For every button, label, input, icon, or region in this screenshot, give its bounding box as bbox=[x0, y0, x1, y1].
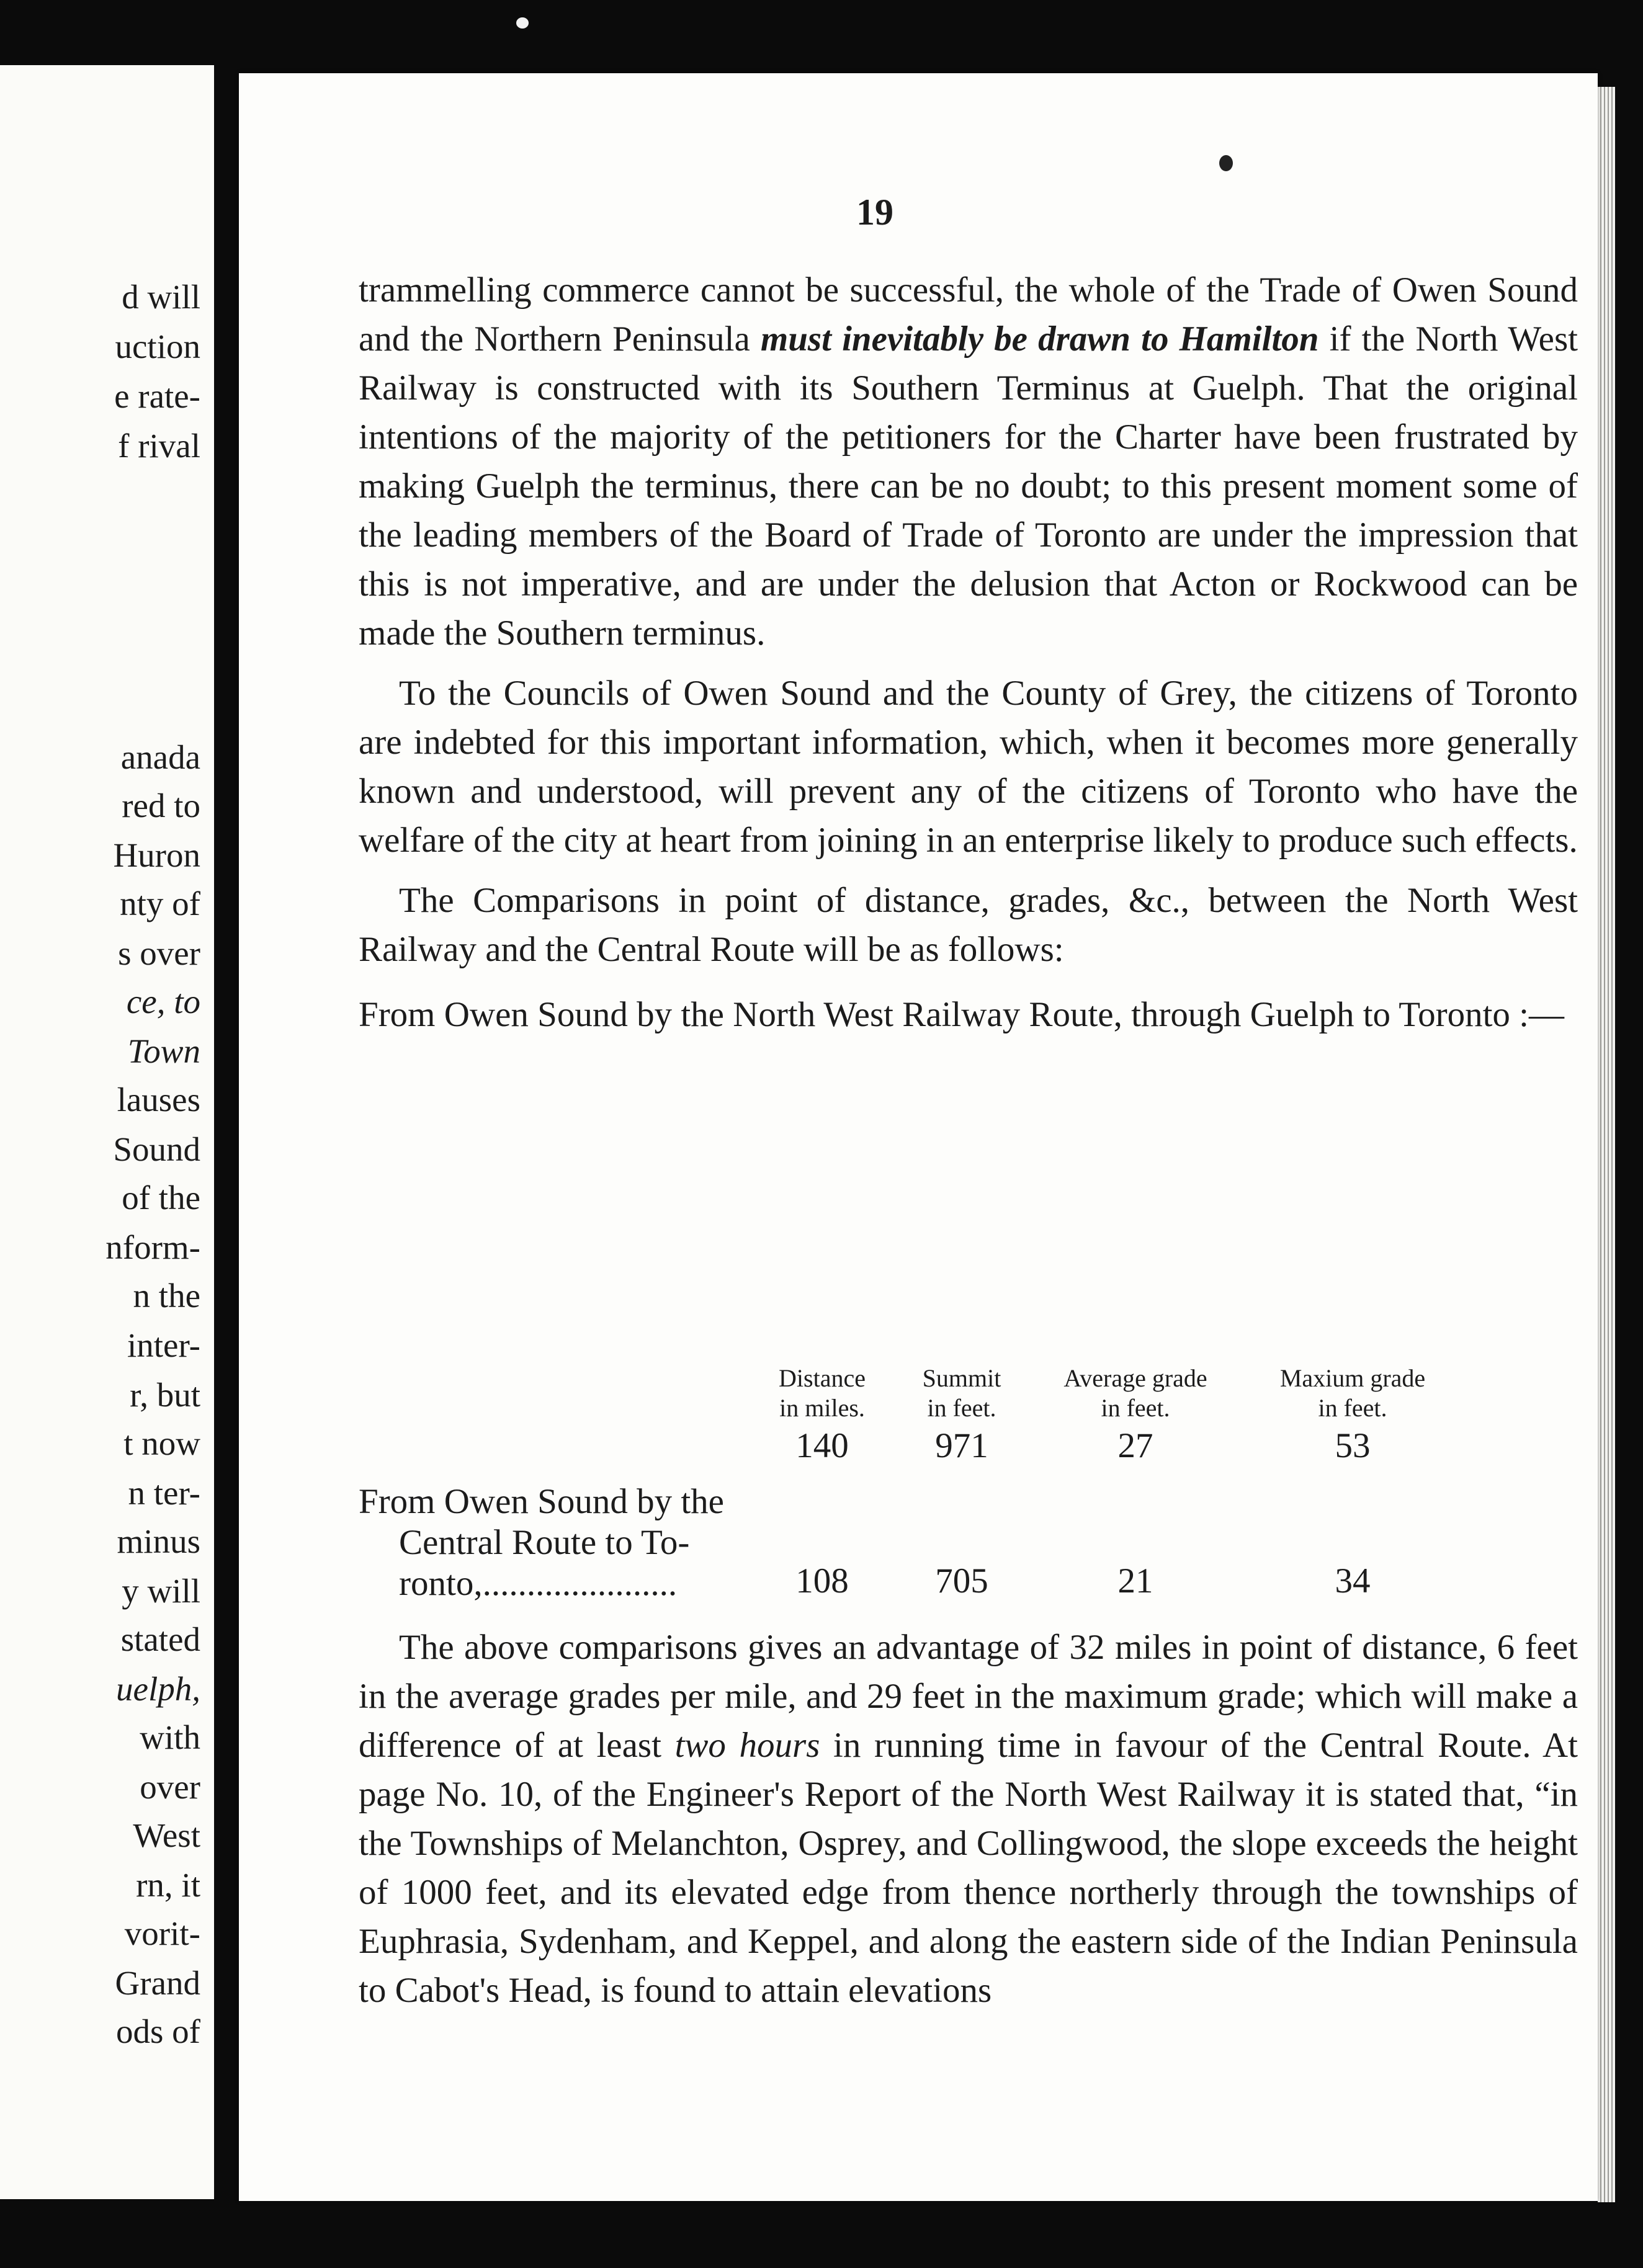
left-fragment-line: inter- bbox=[127, 1326, 200, 1364]
row1-distance: 140 bbox=[795, 1426, 849, 1465]
left-fragment-line: n the bbox=[133, 1277, 200, 1315]
left-fragment-line: Town bbox=[127, 1032, 200, 1070]
paragraph-1-emphasis: must inevitably be drawn to Hamilton bbox=[760, 319, 1319, 359]
route-1-label: From Owen Sound by the North West Railway Route, through Guelph to Toronto :— bbox=[359, 995, 1565, 1034]
table-header-line: Summit bbox=[922, 1364, 1001, 1392]
left-fragment-line: minus bbox=[117, 1522, 200, 1560]
left-fragment-line: red to bbox=[122, 787, 200, 824]
body-text-bottom bbox=[359, 1623, 1578, 2015]
left-fragment-line: nform- bbox=[105, 1228, 200, 1266]
main-page bbox=[239, 73, 1598, 2201]
left-fragment-line: with bbox=[140, 1718, 200, 1756]
left-fragment-line: rn, it bbox=[136, 1866, 200, 1904]
route-2-label-line: Central Route to To- bbox=[399, 1523, 690, 1562]
row2-maximum-grade: 34 bbox=[1335, 1561, 1371, 1601]
left-fragment-line: stated bbox=[120, 1620, 200, 1658]
left-fragment-line: d will bbox=[122, 278, 200, 316]
left-fragment-line: s over bbox=[118, 934, 200, 972]
paragraph-2: To the Councils of Owen Sound and the County of Grey, the citizens of Toronto are indebted for this important information, which, when it becomes more generally known and understood, will prevent any of the citizens of Toronto who have the welfare of the city at heart from joining in an enterprise likely to produce such effects. bbox=[359, 674, 1578, 860]
paragraph-1-text-a: trammelling commerce cannot be successful, the whole of the Trade of Owen Sound and the Northern Peninsula bbox=[359, 270, 1578, 359]
table-header-line: Maxium grade bbox=[1279, 1364, 1426, 1392]
route-2-label-line: ronto,...................... bbox=[399, 1564, 678, 1603]
left-fragment-line: anada bbox=[120, 738, 200, 776]
left-fragment-line: West bbox=[133, 1816, 200, 1854]
ink-spot bbox=[1219, 155, 1233, 171]
left-fragment-line: uction bbox=[115, 328, 200, 365]
body-text-top bbox=[359, 266, 1578, 1039]
left-page-fragment bbox=[0, 65, 214, 2199]
route-2-label bbox=[359, 1481, 793, 1604]
page-edge bbox=[1598, 87, 1615, 2202]
table-header-line: in miles. bbox=[779, 1394, 865, 1422]
row2-summit: 705 bbox=[935, 1561, 988, 1601]
left-fragment-line: f rival bbox=[118, 427, 200, 465]
row2-average-grade: 21 bbox=[1117, 1561, 1153, 1601]
paragraph-1-text-b: if the North West Railway is constructed with its Southern Terminus at Guelph. That the original intentions of the majority of the petitioners for the Charter have been frustrated by making Guelph the terminus, there can be no doubt; to this present moment some of the leading members of the Board of Trade of Toronto are under the impression that this is not imperative, and are under the delusion that Acton or Rockwood can be made the Southern terminus. bbox=[359, 319, 1578, 653]
paragraph-4-text-b: in running time in favour of the Central Route. At page No. 10, of the Engineer's Report of the North West Railway it is stated that, “in the Townships of Melanchton, Osprey, and Collingwood, the slope exceeds the height of 1000 feet, and its elevated edge from thence northerly through the townships of Euphrasia, Sydenham, and Keppel, and along the eastern side of the Indian Peninsula to Cabot's Head, is found to attain elevations bbox=[359, 1726, 1578, 2010]
scan-speck bbox=[516, 17, 529, 29]
left-fragment-line: lauses bbox=[117, 1081, 200, 1118]
left-fragment-line: Sound bbox=[113, 1130, 200, 1168]
left-fragment-line: over bbox=[140, 1768, 200, 1806]
left-fragment-line: vorit- bbox=[124, 1914, 200, 1952]
paragraph-4-text-a: The above comparisons gives an advantage of 32 miles in point of distance, 6 feet in the average grades per mile, and 29 feet in the maximum grade; which will make a difference of at least bbox=[359, 1628, 1578, 1765]
paragraph-3: The Comparisons in point of distance, grades, &c., between the North West Railway and the Central Route will be as follows: bbox=[359, 881, 1578, 969]
table-header-maximum-grade bbox=[1250, 1364, 1455, 1423]
row2-distance: 108 bbox=[795, 1561, 849, 1601]
table-header-line: in feet. bbox=[1318, 1394, 1387, 1422]
table-header-summit bbox=[900, 1364, 1024, 1423]
left-fragment-line: r, but bbox=[130, 1376, 200, 1414]
left-fragment-line: of the bbox=[122, 1179, 200, 1217]
left-fragment-line: Huron bbox=[113, 836, 200, 874]
left-fragment-line: ods of bbox=[116, 2012, 200, 2050]
row1-summit: 971 bbox=[935, 1426, 988, 1465]
table-header-line: in feet. bbox=[1101, 1394, 1170, 1422]
table-header-line: Distance bbox=[779, 1364, 866, 1392]
left-fragment-line: n ter- bbox=[128, 1474, 200, 1512]
table-header-line: Average grade bbox=[1063, 1364, 1207, 1392]
row1-average-grade: 27 bbox=[1117, 1426, 1153, 1465]
row1-maximum-grade: 53 bbox=[1335, 1426, 1371, 1465]
paragraph-1 bbox=[359, 266, 1578, 658]
left-fragment-line: y will bbox=[122, 1572, 200, 1610]
left-fragment-line: e rate- bbox=[114, 377, 200, 415]
table-header-distance bbox=[751, 1364, 893, 1423]
left-fragment-line: t now bbox=[123, 1424, 200, 1462]
table-header-line: in feet. bbox=[927, 1394, 996, 1422]
left-fragment-line: nty of bbox=[120, 885, 200, 922]
table-header-average-grade bbox=[1030, 1364, 1241, 1423]
left-fragment-line: ce, to bbox=[126, 983, 200, 1020]
page-number: 19 bbox=[856, 192, 893, 233]
paragraph-4 bbox=[359, 1623, 1578, 2015]
paragraph-4-emphasis: two hours bbox=[674, 1726, 820, 1765]
left-fragment-line: uelph, bbox=[116, 1670, 200, 1708]
left-fragment-line: Grand bbox=[115, 1964, 200, 2002]
route-2-label-line: From Owen Sound by the bbox=[359, 1482, 724, 1521]
